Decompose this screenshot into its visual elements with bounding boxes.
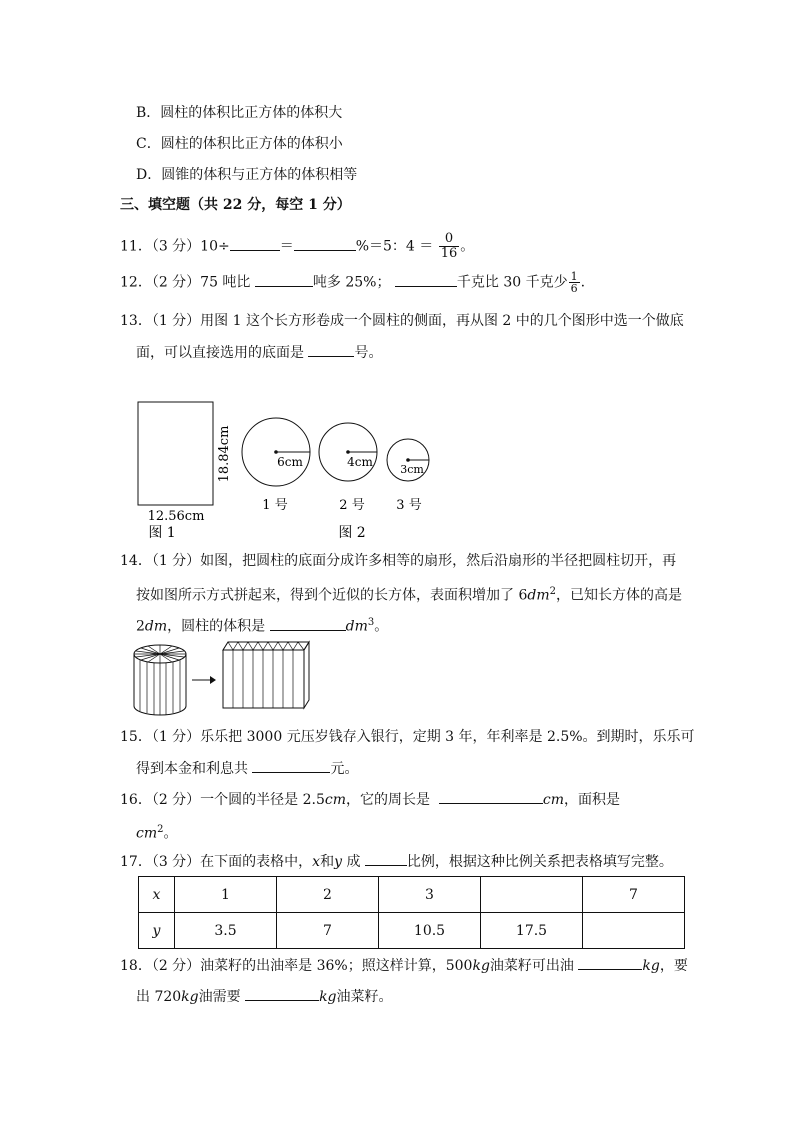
- option-c: C．圆柱的体积比正方体的体积小: [136, 136, 343, 152]
- q18-unit-kg-4: kg: [319, 989, 337, 1005]
- q14-line-1: 14．（1 分）如图，把圆柱的底面分成许多相等的扇形，然后沿扇形的半径把圆柱切开，再: [120, 553, 677, 569]
- q16-line1c: ，面积是: [564, 792, 621, 808]
- q18-blank-2[interactable]: [245, 986, 319, 1001]
- circle-3-radius-label: 3cm: [400, 463, 424, 476]
- q11-frac-den: 16: [440, 246, 458, 261]
- q16-line-2: [136, 820, 178, 844]
- q14-unit-dm-3: dm: [345, 618, 368, 635]
- option-b: B．圆柱的体积比正方体的体积大: [136, 105, 343, 121]
- q17-table: [138, 876, 685, 949]
- table-cell-x-2: 2: [277, 877, 379, 913]
- table-header-x: x: [139, 877, 175, 913]
- q12-prefix: 12．（2 分）75 吨比: [120, 274, 251, 291]
- q12-end: .: [580, 274, 586, 291]
- q17-var-x: x: [312, 854, 321, 870]
- q14-sup-3: 3: [367, 617, 375, 628]
- q15-line-1: 15．（1 分）乐乐把 3000 元压岁钱存入银行，定期 3 年，年利率是 2.5%。到期时，乐乐可: [120, 729, 695, 745]
- q18-line1c: ，要: [659, 958, 688, 974]
- q11-frac-num: 0: [444, 231, 454, 246]
- q14-line3a: 2: [136, 618, 145, 635]
- q18-unit-kg-2: kg: [642, 958, 660, 974]
- table-cell-y-4: 17.5: [481, 913, 583, 949]
- q14-blank[interactable]: [270, 616, 346, 631]
- q12-mid: 吨多 25%；: [312, 274, 391, 291]
- q13-blank[interactable]: [308, 342, 354, 357]
- q14-line2a: 按如图所示方式拼起来，得到个近似的长方体，表面积增加了 6: [136, 587, 528, 604]
- question-17: [120, 851, 673, 872]
- table-cell-x-4[interactable]: [481, 877, 583, 913]
- q15-line-2: [136, 758, 358, 779]
- q12-frac-num: 1: [570, 270, 578, 283]
- q16-line-1: [120, 789, 620, 810]
- q15-line2b: 元。: [330, 761, 359, 777]
- q16-line1b: ，它的周长是: [346, 792, 431, 808]
- q14-line3b: ，圆柱的体积是: [167, 618, 266, 635]
- q16-unit-cm: cm: [324, 792, 347, 808]
- q14-line3c: 。: [374, 618, 389, 635]
- q11-fraction: [439, 232, 460, 261]
- q16-line2-end: 。: [163, 825, 178, 842]
- table-cell-y-2: 7: [277, 913, 379, 949]
- option-d: D．圆锥的体积与正方体的体积相等: [136, 167, 358, 183]
- q18-unit-kg-3: kg: [181, 989, 199, 1005]
- fig1-rectangle: [138, 402, 213, 505]
- circle-1-label: 1 号: [262, 498, 288, 513]
- q13-line-2: [136, 342, 382, 363]
- q18-line2b: 油需要: [198, 989, 241, 1005]
- q11-blank-2[interactable]: [294, 236, 356, 251]
- q11-blank-1[interactable]: [230, 236, 280, 251]
- q17-var-y: y: [334, 854, 342, 870]
- q13-line2a: 面，可以直接选用的底面是: [136, 345, 304, 361]
- q17-line-a: 17．（3 分）在下面的表格中，: [120, 854, 313, 870]
- q16-sup-2: 2: [157, 824, 164, 835]
- q14-line2b: ，已知长方体的高是: [555, 587, 682, 604]
- question-11: [120, 232, 474, 261]
- q14-line-3: [136, 613, 388, 637]
- q13-line2b: 号。: [354, 345, 383, 361]
- q11-end: 。: [460, 238, 475, 255]
- fig1-label: 图 1: [148, 525, 176, 541]
- q16-unit-cm-3: cm: [136, 825, 158, 842]
- q18-line2c: 油菜籽。: [336, 989, 393, 1005]
- q18-line-1: [120, 955, 688, 976]
- q12-frac-den: 6: [570, 282, 578, 295]
- cylinder: [134, 645, 186, 715]
- q11-prefix: 11．（3 分）10÷: [120, 238, 230, 255]
- table-cell-y-3: 10.5: [379, 913, 481, 949]
- table-cell-y-1: 3.5: [175, 913, 277, 949]
- rectangular-prism: [223, 642, 309, 708]
- q18-unit-kg: kg: [472, 958, 490, 974]
- q17-and: 和: [320, 854, 335, 870]
- q18-line1a: 18．（2 分）油菜籽的出油率是 36%；照这样计算，500: [120, 958, 473, 974]
- q13-figure: [130, 392, 450, 542]
- q12-fraction: [569, 271, 580, 294]
- q12-blank-2[interactable]: [395, 272, 457, 287]
- q18-line2a: 出 720: [136, 989, 182, 1005]
- table-cell-y-5[interactable]: [583, 913, 685, 949]
- q14-line-2: [136, 582, 682, 606]
- table-row-y: [139, 913, 685, 949]
- circle-2-radius-label: 4cm: [347, 455, 373, 469]
- q13-line-1: 13．（1 分）用图 1 这个长方形卷成一个圆柱的侧面，再从图 2 中的几个图形中选一个做底: [120, 313, 684, 329]
- q14-sup-2: 2: [549, 586, 556, 597]
- fig1-bottom-label: 12.56cm: [147, 509, 205, 524]
- table-cell-x-1: 1: [175, 877, 277, 913]
- q16-unit-cm-2: cm: [542, 792, 565, 808]
- q15-line2a: 得到本金和利息共: [136, 761, 248, 777]
- q12-blank-1[interactable]: [255, 272, 313, 287]
- q15-blank[interactable]: [252, 758, 330, 773]
- section-title: 三、填空题（共 22 分，每空 1 分）: [120, 197, 351, 213]
- arrow-icon: [192, 676, 216, 684]
- q11-pct: %＝5：4 ＝: [355, 238, 434, 255]
- q11-eq: ＝: [279, 238, 294, 255]
- circle-1-radius-label: 6cm: [277, 455, 303, 469]
- table-header-y: y: [139, 913, 175, 949]
- table-row-x: [139, 877, 685, 913]
- q14-unit-dm-2: dm: [144, 618, 168, 635]
- q17-line-b: 比例，根据这种比例关系把表格填写完整。: [406, 854, 673, 870]
- q14-unit-dm: dm: [527, 587, 550, 604]
- table-cell-x-3: 3: [379, 877, 481, 913]
- q16-blank-1[interactable]: [439, 789, 543, 804]
- circle-3-label: 3 号: [396, 498, 422, 513]
- fig2-label: 图 2: [338, 525, 366, 541]
- q14-figure: [128, 636, 318, 722]
- q12-mid2: 千克比 30 千克少: [456, 274, 568, 291]
- q18-blank-1[interactable]: [578, 955, 642, 970]
- question-12: [120, 271, 585, 294]
- q17-blank[interactable]: [365, 851, 407, 866]
- q17-cheng: 成: [346, 854, 361, 870]
- table-cell-x-5: 7: [583, 877, 685, 913]
- q16-line1a: 16．（2 分）一个圆的半径是 2.5: [120, 792, 325, 808]
- fig1-side-label: 18.84cm: [217, 425, 232, 483]
- q18-line1b: 油菜籽可出油: [489, 958, 574, 974]
- circle-2-label: 2 号: [339, 498, 365, 513]
- q18-line-2: [136, 986, 393, 1007]
